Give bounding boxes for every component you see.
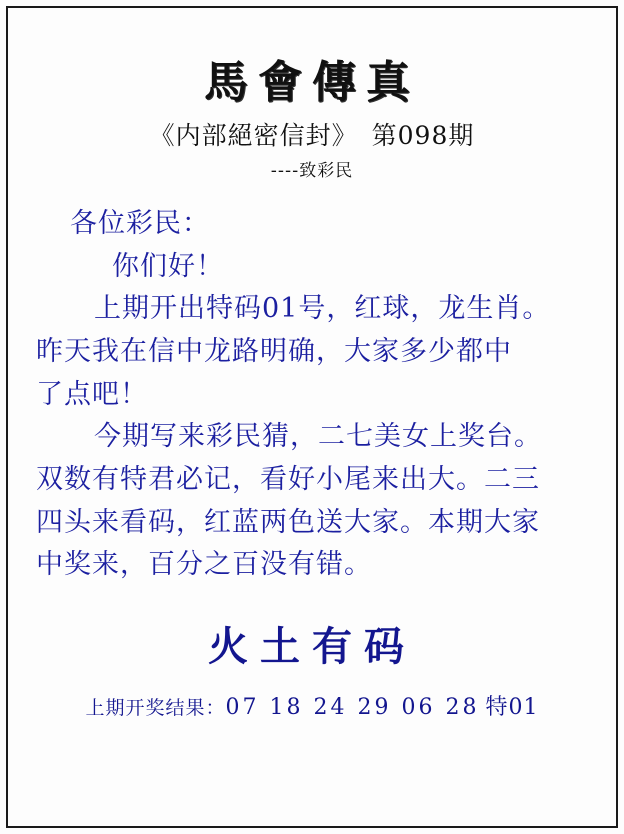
result-label: 上期开奖结果： (85, 696, 226, 719)
result-numbers: 07 18 24 29 06 28 (225, 694, 480, 720)
paragraph-line: 今期写来彩民猜，二七美女上奖台。 (94, 421, 542, 453)
dedication-line: ----致彩民 (270, 161, 354, 181)
paragraph-line: 四头来看码，红蓝两色送大家。本期大家 (36, 506, 540, 538)
salutation: 各位彩民： (70, 208, 210, 239)
subtitle-row (36, 116, 588, 152)
result-special-number: 特01 (485, 694, 539, 720)
slogan: 火土有码 (208, 622, 416, 670)
paragraph-line: 上期开出特码01号，红球，龙生肖。 (94, 293, 551, 325)
greeting: 你们好！ (112, 250, 224, 282)
paragraph-line: 中奖来，百分之百没有错。 (36, 549, 372, 581)
page-title: 馬會傳真 (204, 57, 420, 108)
paragraph-line: 双数有特君必记，看好小尾来出大。二三 (36, 463, 540, 495)
paragraph-line: 昨天我在信中龙路明确，大家多少都中 (36, 335, 512, 367)
paragraph-line: 了点吧！ (36, 378, 148, 410)
previous-draw-result (36, 690, 588, 721)
letter-body (36, 203, 588, 587)
page-content (10, 10, 614, 824)
issue-number: 第098期 (371, 121, 475, 150)
secret-envelope-label: 《内部絕密信封》 (149, 121, 358, 150)
